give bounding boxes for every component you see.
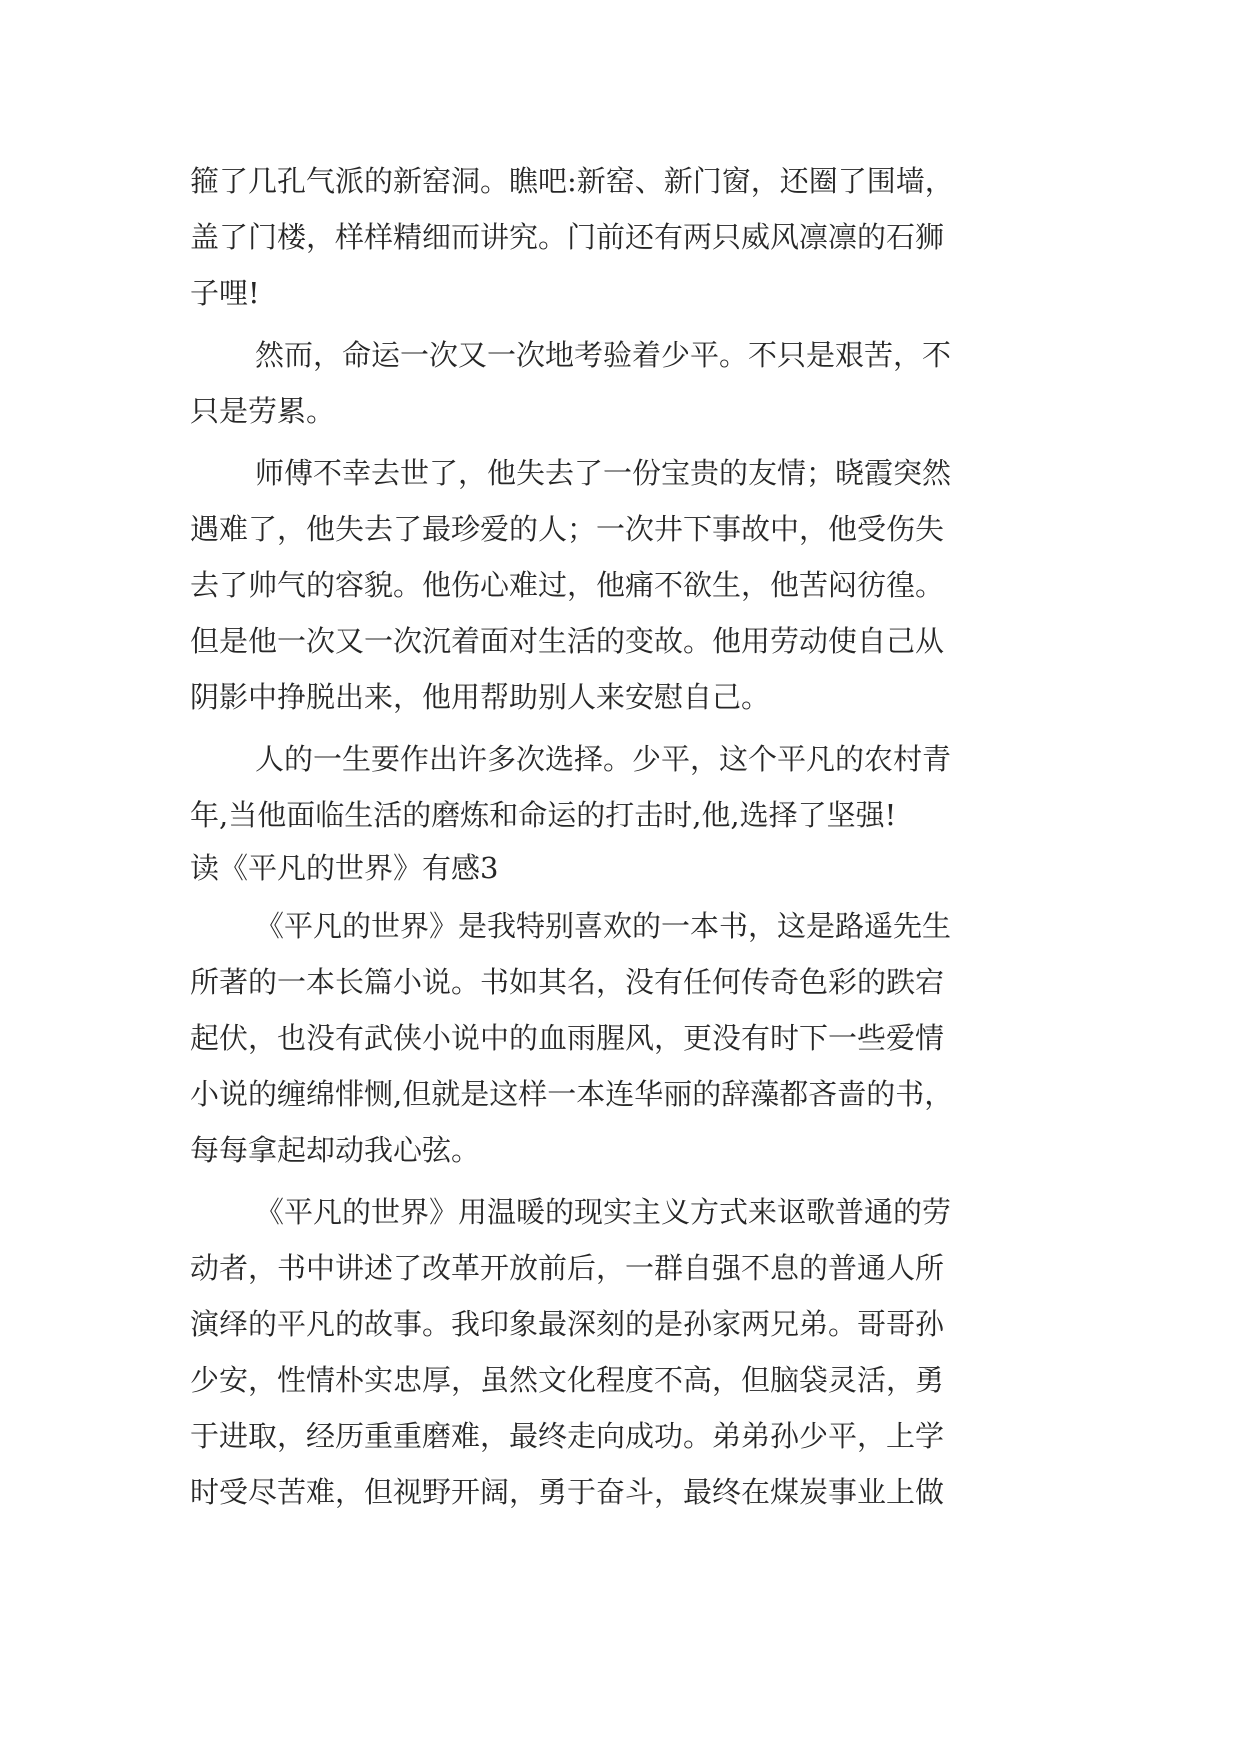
paragraph-first-line: 《平凡的世界》用温暖的现实主义方式来讴歌普通的劳	[255, 1195, 952, 1229]
text-line: 起伏，也没有武侠小说中的血雨腥风，更没有时下一些爱情	[190, 1021, 945, 1055]
paragraph-first-line: 人的一生要作出许多次选择。少平，这个平凡的农村青	[255, 742, 952, 776]
paragraph-first-line: 《平凡的世界》是我特别喜欢的一本书，这是路遥先生	[255, 909, 952, 943]
text-line: 于进取，经历重重磨难，最终走向成功。弟弟孙少平，上学	[190, 1419, 945, 1453]
text-line: 遇难了，他失去了最珍爱的人；一次井下事故中，他受伤失	[190, 512, 945, 546]
text-line: 子哩!	[190, 276, 260, 310]
paragraph-first-line: 师傅不幸去世了，他失去了一份宝贵的友情；晓霞突然	[255, 456, 952, 490]
text-line: 阴影中挣脱出来，他用帮助别人来安慰自己。	[190, 680, 771, 714]
text-line: 盖了门楼，样样精细而讲究。门前还有两只威风凛凛的石狮	[190, 220, 945, 254]
text-line: 箍了几孔气派的新窑洞。瞧吧:新窑、新门窗，还圈了围墙，	[190, 164, 954, 198]
text-line: 动者，书中讲述了改革开放前后，一群自强不息的普通人所	[190, 1251, 945, 1285]
text-line: 所著的一本长篇小说。书如其名，没有任何传奇色彩的跌宕	[190, 965, 945, 999]
text-line: 去了帅气的容貌。他伤心难过，他痛不欲生，他苦闷彷徨。	[190, 568, 945, 602]
text-line: 只是劳累。	[190, 394, 336, 428]
text-line: 小说的缠绵悱恻,但就是这样一本连华丽的辞藻都吝啬的书，	[190, 1077, 954, 1111]
text-line: 每每拿起却动我心弦。	[190, 1133, 481, 1167]
text-line: 年,当他面临生活的磨炼和命运的打击时,他,选择了坚强!	[190, 798, 897, 832]
text-line: 少安，性情朴实忠厚，虽然文化程度不高，但脑袋灵活，勇	[190, 1363, 945, 1397]
section-heading: 读《平凡的世界》有感3	[190, 851, 499, 885]
text-line: 时受尽苦难，但视野开阔，勇于奋斗，最终在煤炭事业上做	[190, 1475, 945, 1509]
text-line: 但是他一次又一次沉着面对生活的变故。他用劳动使自己从	[190, 624, 945, 658]
text-line: 演绎的平凡的故事。我印象最深刻的是孙家两兄弟。哥哥孙	[190, 1307, 945, 1341]
paragraph-first-line: 然而，命运一次又一次地考验着少平。不只是艰苦，不	[255, 338, 952, 372]
